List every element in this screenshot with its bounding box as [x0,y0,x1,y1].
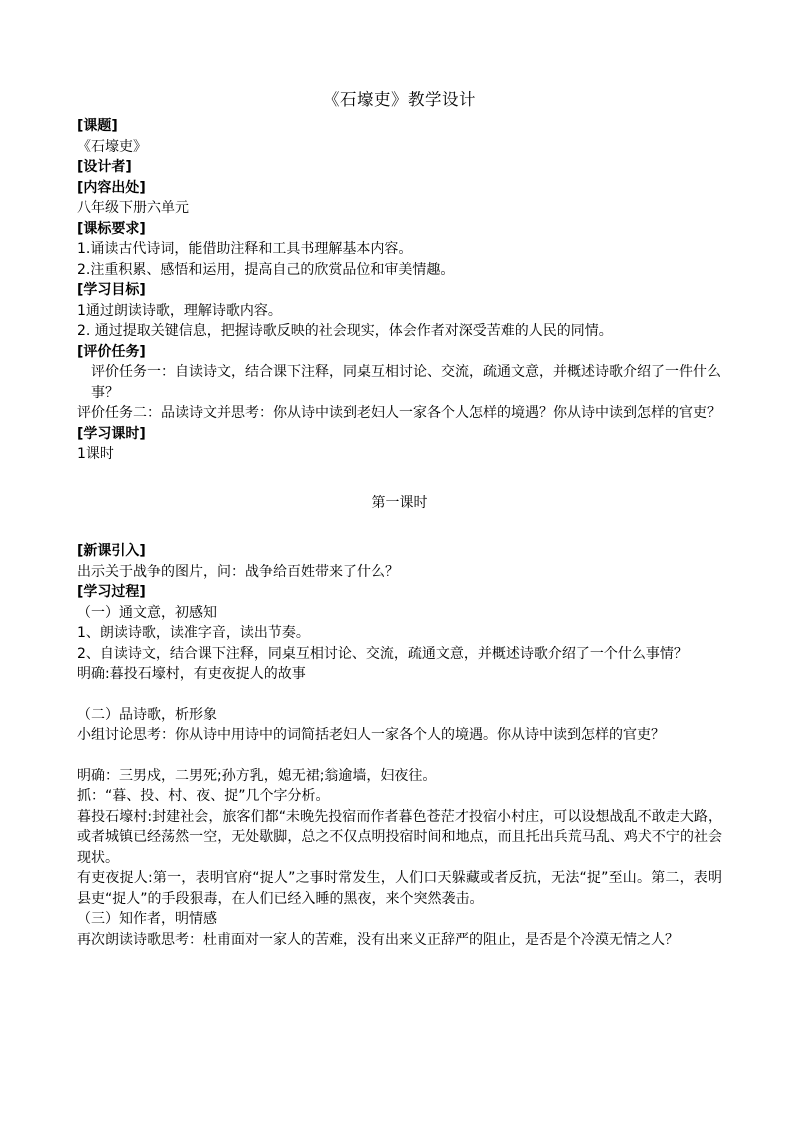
goals-heading: [学习目标] [77,282,146,298]
part-one-item: 2、自读诗文，结合课下注释，同桌互相讨论、交流，疏通文意，并概述诗歌介绍了一个什么事情？ [77,645,688,662]
lesson-title: 第一课时 [371,494,428,511]
part-two-analyze: 抓：“暮、投、村、夜、捉”几个字分析。 [77,788,330,804]
intro-heading: [新课引入] [77,543,146,559]
part-three-question: 再次朗读诗歌思考：杜甫面对一家人的苦难，没有出来义正辞严的阻止，是否是个冷漠无情之人？ [77,931,679,948]
part-two-mutou: 暮投石壕村:封建社会，旅客们都“未晚先投宿而作者暮色苍茫才投宿小村庄，可以设想战乱不敢走大路，或者城镇已经荡然一空，无处歇脚，总之不仅点明投宿时间和地点，而且托出兵荒马乱、鸡犬不宁的社会现状。 [77,808,722,866]
tasks-heading: [评价任务] [77,343,146,360]
source-heading: [内容出处] [77,179,146,196]
part-two-answer: 明确：三男戍，二男死;孙方乳，媳无裙;翁逾墙，妇夜往。 [77,767,437,784]
topic-text: 《石壕吏》 [77,138,147,155]
part-two-question: 小组讨论思考：你从诗中用诗中的词简括老妇人一家各个人的境遇。你从诗中读到怎样的官吏？ [77,727,665,743]
part-one-title: （一）通文意，初感知 [77,604,217,621]
goal-item: 2. 通过提取关键信息，把握诗歌反映的社会现实，体会作者对深受苦难的人民的同情。 [77,323,613,339]
spacer [77,746,722,766]
document-content [77,88,722,950]
standards-heading: [课标要求] [77,220,146,237]
task-one: 评价任务一：自读诗文，结合课下注释，同桌互相讨论、交流，疏通文意，并概述诗歌介绍了一件什么事？ [91,364,721,401]
intro-text: 出示关于战争的图片，问：战争给百姓带来了什么？ [77,563,399,580]
part-two-youli: 有吏夜捉人:第一，表明官府“捉人”之事时常发生，人们口天躲藏或者反抗，无法“捉”至山。第二，表明县吏“捉人”的手段狠毒，在人们已经入睡的黑夜，来个突然袭击。 [77,870,722,907]
part-two-title: （二）品诗歌，析形象 [77,706,217,723]
standard-item: 1.诵读古代诗词，能借助注释和工具书理解基本内容。 [77,241,413,257]
spacer [77,513,722,541]
part-three-title: （三）知作者，明情感 [77,911,217,927]
topic-heading: [课题] [77,118,118,134]
designer-heading: [设计者] [77,159,132,175]
spacer [77,465,722,493]
document-title: 《石壕吏》教学设计 [323,90,476,109]
task-two: 评价任务二：品读诗文并思考：你从诗中读到老妇人一家各个人怎样的境遇？你从诗中读到怎样的官吏？ [77,405,721,421]
process-heading: [学习过程] [77,584,146,600]
goal-item: 1通过朗读诗歌，理解诗歌内容。 [77,302,282,319]
spacer [77,685,722,705]
standard-item: 2.注重积累、感悟和运用，提高自己的欣赏品位和审美情趣。 [77,261,455,278]
hours-heading: [学习课时] [77,425,146,442]
hours-text: 1课时 [77,446,114,462]
part-one-item: 1、朗读诗歌，读准字音，读出节奏。 [77,625,310,641]
source-text: 八年级下册六单元 [77,200,189,216]
part-one-answer: 明确:暮投石壕村，有吏夜捉人的故事 [77,666,306,682]
